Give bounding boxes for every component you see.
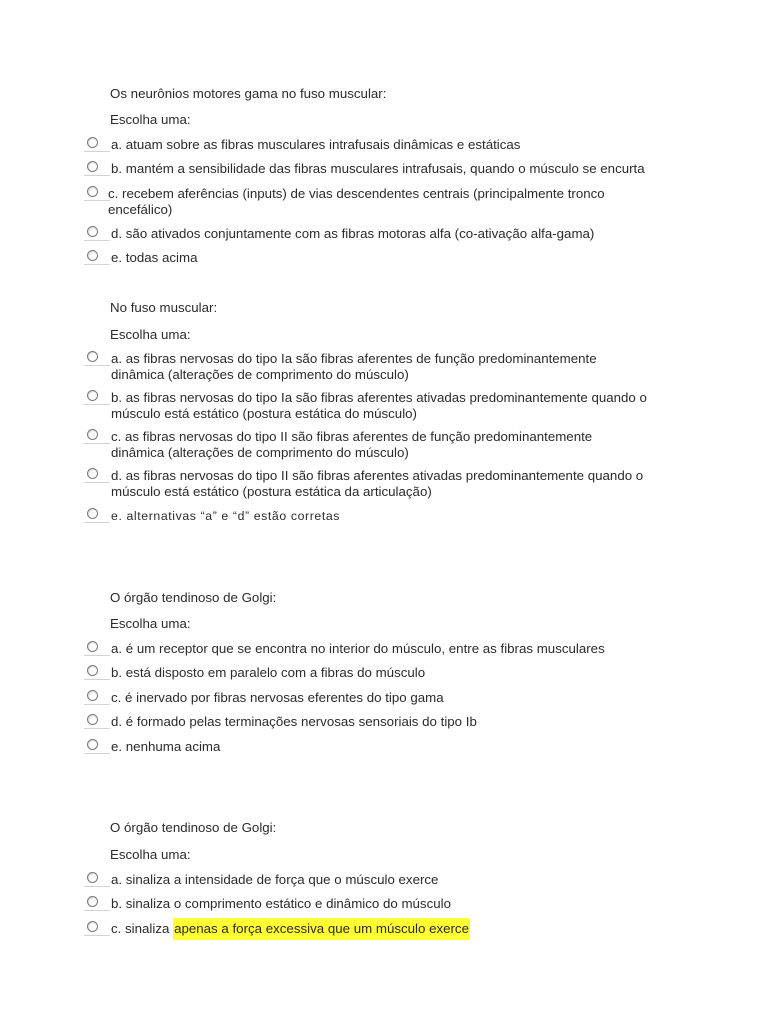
- option-underline: [84, 482, 110, 483]
- radio-button[interactable]: [87, 429, 98, 440]
- question-4-prompt: O órgão tendinoso de Golgi:: [110, 820, 277, 835]
- option-label: d. são ativados conjuntamente com as fibras motoras alfa (co-ativação alfa-gama): [111, 226, 595, 241]
- option-underline: [84, 522, 110, 523]
- option-label-plain: c. sinaliza: [111, 921, 174, 936]
- option-label: b. as fibras nervosas do tipo Ia são fibras aferentes ativadas predominantemente quando o músculo está estático (postura estática do músculo): [111, 390, 647, 421]
- radio-button[interactable]: [87, 872, 98, 883]
- option-label: c. recebem aferências (inputs) de vias descendentes centrais (principalmente tronco encefálico): [108, 186, 605, 217]
- question-4-choose-label: Escolha uma:: [110, 847, 191, 862]
- option-label: e. alternativas “a” e “d” estão corretas: [111, 509, 341, 523]
- highlighted-text: apenas a força excessiva que um músculo exerce: [173, 918, 470, 940]
- radio-button[interactable]: [87, 250, 98, 261]
- option-label: b. sinaliza o comprimento estático e dinâmico do músculo: [111, 896, 451, 911]
- radio-button[interactable]: [87, 739, 98, 750]
- option-underline: [84, 728, 110, 729]
- option-label: b. mantém a sensibilidade das fibras musculares intrafusais, quando o músculo se encurta: [111, 161, 645, 176]
- option-label: e. todas acima: [111, 250, 198, 265]
- radio-button[interactable]: [87, 161, 98, 172]
- option-underline: [84, 679, 110, 680]
- radio-button[interactable]: [87, 351, 98, 362]
- question-1-choose-label: Escolha uma:: [110, 112, 191, 127]
- option-underline: [84, 910, 110, 911]
- option-underline: [84, 240, 110, 241]
- radio-button[interactable]: [87, 665, 98, 676]
- question-3-prompt: O órgão tendinoso de Golgi:: [110, 590, 277, 605]
- question-2-prompt: No fuso muscular:: [110, 300, 218, 315]
- option-underline: [84, 886, 110, 887]
- option-underline: [84, 655, 110, 656]
- option-label: a. atuam sobre as fibras musculares intrafusais dinâmicas e estáticas: [111, 137, 521, 152]
- option-label: a. sinaliza a intensidade de força que o músculo exerce: [111, 872, 439, 887]
- radio-button[interactable]: [87, 690, 98, 701]
- option-label: c. as fibras nervosas do tipo II são fibras aferentes de função predominantemente dinâmica (alterações de comprimento do músculo): [111, 429, 593, 460]
- option-label: c. é inervado por fibras nervosas eferentes do tipo gama: [111, 690, 444, 705]
- option-underline: [84, 443, 110, 444]
- question-2-choose-label: Escolha uma:: [110, 327, 191, 342]
- radio-button[interactable]: [87, 390, 98, 401]
- option-label: [111, 921, 671, 937]
- option-label: a. as fibras nervosas do tipo Ia são fibras aferentes de função predominantemente dinâmica (alterações de comprimento do músculo): [111, 351, 597, 382]
- option-label: d. é formado pelas terminações nervosas sensoriais do tipo Ib: [111, 714, 477, 729]
- option-label: b. está disposto em paralelo com a fibras do músculo: [111, 665, 426, 680]
- option-underline: [84, 264, 110, 265]
- option-underline: [84, 704, 110, 705]
- radio-button[interactable]: [87, 186, 98, 197]
- radio-button[interactable]: [87, 137, 98, 148]
- option-underline: [84, 753, 110, 754]
- option-label: a. é um receptor que se encontra no interior do músculo, entre as fibras musculares: [111, 641, 605, 656]
- option-underline: [84, 175, 110, 176]
- radio-button[interactable]: [87, 896, 98, 907]
- option-underline: [84, 365, 110, 366]
- option-label: e. nenhuma acima: [111, 739, 221, 754]
- option-underline: [84, 200, 110, 201]
- radio-button[interactable]: [87, 226, 98, 237]
- radio-button[interactable]: [87, 508, 98, 519]
- question-3-choose-label: Escolha uma:: [110, 616, 191, 631]
- radio-button[interactable]: [87, 714, 98, 725]
- option-underline: [84, 404, 110, 405]
- option-underline: [84, 935, 110, 936]
- radio-button[interactable]: [87, 641, 98, 652]
- radio-button[interactable]: [87, 921, 98, 932]
- question-1-prompt: Os neurônios motores gama no fuso muscular:: [110, 86, 387, 101]
- option-label: d. as fibras nervosas do tipo II são fibras aferentes ativadas predominantemente quando o músculo está estático (postura estática da articulação): [111, 468, 644, 499]
- radio-button[interactable]: [87, 468, 98, 479]
- option-underline: [84, 151, 110, 152]
